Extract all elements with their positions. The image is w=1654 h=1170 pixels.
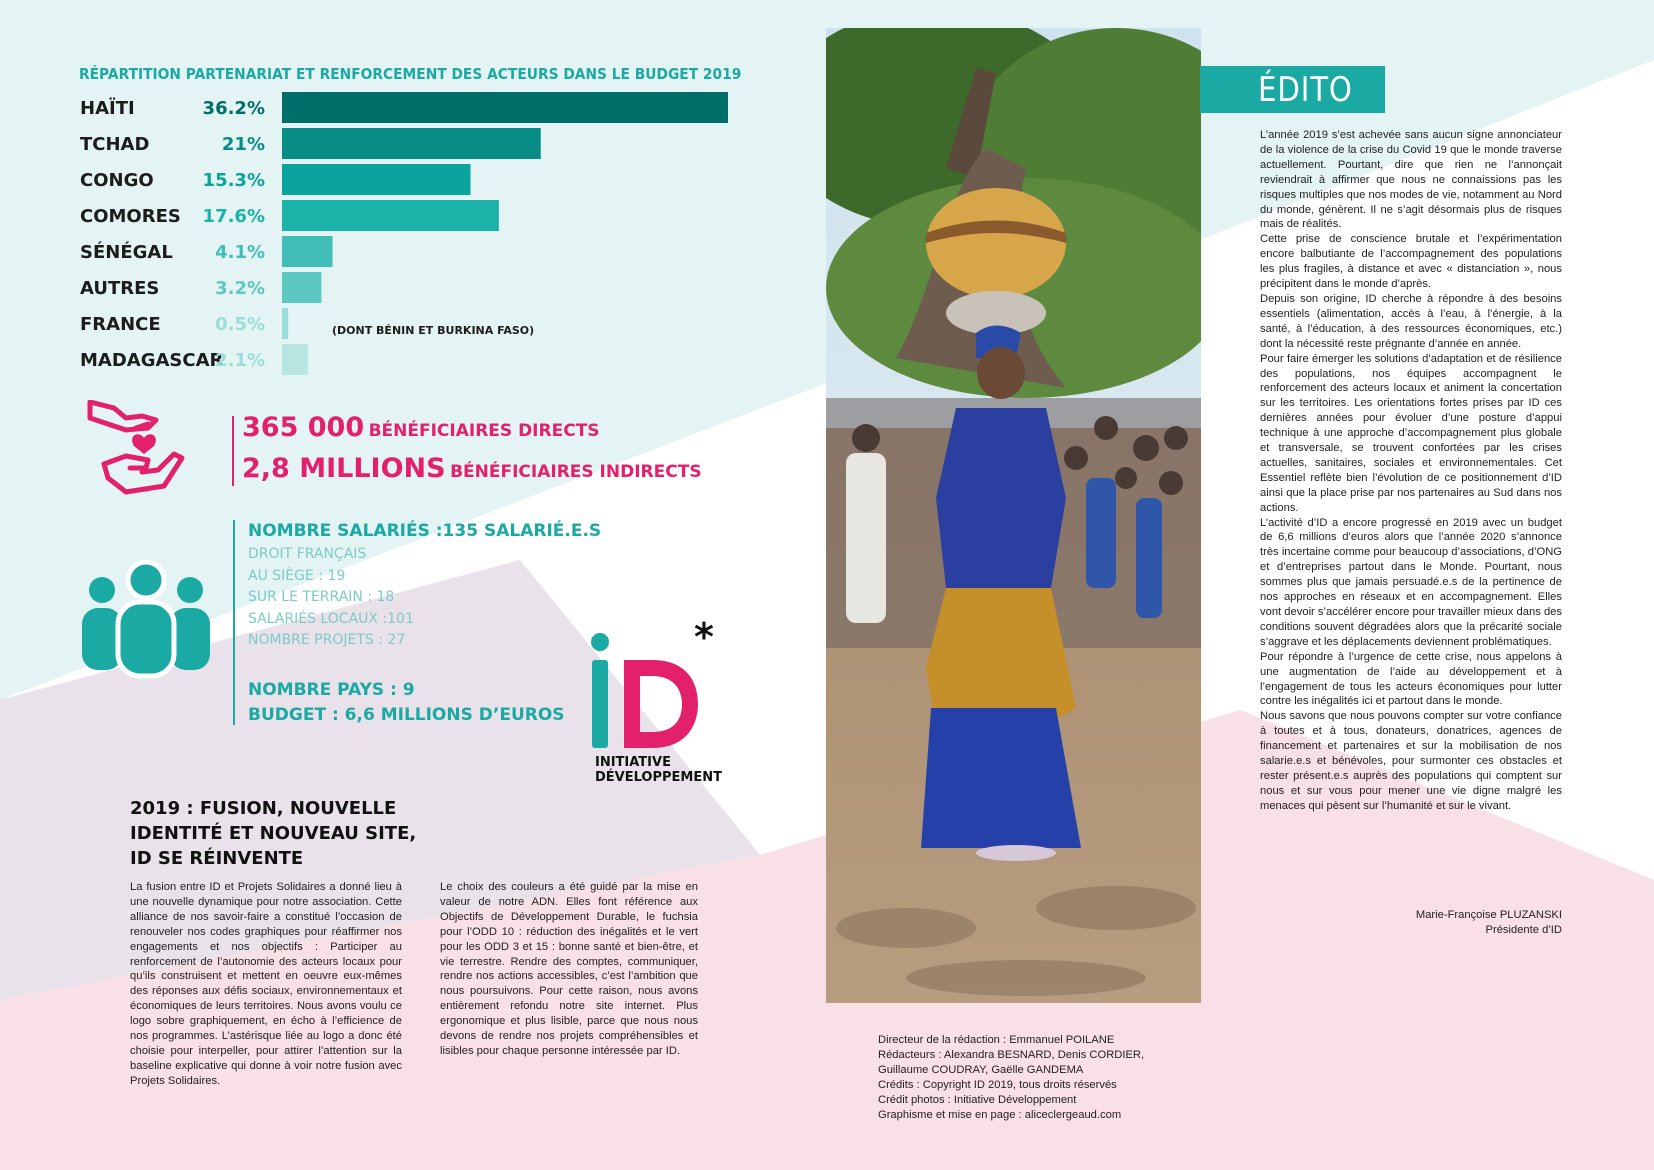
hands-heart-icon [86,400,186,500]
bar-category-label: HAÏTI [80,98,135,119]
edito-paragraph: L’activité d’ID a encore progressé en 2019 avec un budget de 6,6 millions d’euros alors que l’année 2020 s’annonce très incertaine comme pour beaucoup d’associations, d’ONG et d’entreprises partout dans le Monde. Pourtant, nous sommes plus que jamais persuadé.e.s de la pertinence de nos approches en réseaux et en accompagnement. Elles vont devoir s’accélérer encore pour travailler mieux dans des conditions souvent dégradées alors que la précarité sociale s’aggrave et les déplacements deviennent problématiques. [1260,516,1562,648]
bar-value-label: 21% [221,134,265,155]
bar-value-label: 2.1% [215,350,265,371]
fusion-text-column-2: Le choix des couleurs a été guidé par la mise en valeur de notre ADN. Elles font référence aux Objectifs de Développement Durable, le fuchsia pour l’ODD 10 : réduction des inégalités et le vert pour les ODD 3 et 15 : bonne santé et bien-être, et vie terrestre. Rendre des comptes, communiquer, rendre nos actions accessibles, c’est l’ambition que nous poursuivons. Pour cette raison, nous avons entièrement refondu notre site internet. Plus ergonomique et plus lisible, parce que nous nous devons de rendre nos projets compréhensibles et lisibles pour chaque personne intéressée par ID. [440,881,698,1057]
credit-line: Guillaume COUDRAY, Gaëlle GANDEMA [878,1064,1084,1076]
edito-text [1260,128,1562,814]
direct-label: BÉNÉFICIAIRES DIRECTS [368,421,600,441]
bar-category-label: FRANCE [80,314,161,335]
signature-role: Présidente d’ID [1485,924,1562,936]
people-group-icon [80,560,212,680]
staff-divider [233,520,235,725]
bar-value-label: 15.3% [202,170,265,191]
edito-paragraph: Cette prise de conscience brutale et l’expérimentation encore balbutiante de l’accompagnement des populations les plus fragiles, à distance et avec « distanciation », nous précipitent dans le monde d’après. [1260,233,1562,291]
beneficiaries-divider [232,416,234,486]
staff-line: AU SIÈGE : 19 [248,568,346,584]
chart-title: RÉPARTITION PARTENARIAT ET RENFORCEMENT DES ACTEURS DANS LE BUDGET 2019 [79,65,742,83]
bar-value-label: 17.6% [202,206,265,227]
budget-total: BUDGET : 6,6 MILLIONS D’EUROS [248,705,565,725]
edito-paragraph: Nous savons que nous pouvons compter sur votre confiance à toutes et à tous, donateurs, donatrices, agences de financement et partenaires et sur la mobilisation de nos salarie.e.s et bénévoles, pour surmonter ces obstacles et rester présent.e.s auprès des populations qui comptent sur nous et sur vous pour mener une vie digne malgré les menaces qui pèsent sur l’humanité et sur le vivant. [1260,710,1562,812]
countries-count: NOMBRE PAYS : 9 [248,680,415,700]
credit-line: Directeur de la rédaction : Emmanuel POILANE [878,1034,1115,1046]
staff-line: SALARIÉS LOCAUX :101 [248,611,414,627]
bar-value-label: 4.1% [215,242,265,263]
chart-note: (DONT BÉNIN ET BURKINA FASO) [332,324,535,337]
credit-line: Crédit photos : Initiative Développement [878,1094,1077,1106]
bar-category-label: MADAGASCAR [80,350,224,371]
edito-paragraph: Pour répondre à l’urgence de cette crise, nous appelons à une augmentation de l’aide au développement et à l’engagement de tous les acteurs économiques pour lutter contre les inégalités ici et partout dans le monde. [1260,650,1562,708]
bar [282,308,288,339]
bar [282,200,499,231]
edito-paragraph: Pour faire émerger les solutions d’adaptation et de résilience des populations, nos équipes accompagnent le renforcement des acteurs locaux et animent la concertation sur les territoires. Les orientations fortes prises par ID ces dernières années pour évoluer d’une posture d’appui technique à une approche d’accompagnement plus globale et transversale, se trouvent confortées par les crises actuelles, sanitaires, sociales et environnementales. Cet Essentiel reflète bien l’évolution de ce positionnement d’ID ainsi que la place prise par nos partenaires au Sud dans nos actions. [1260,352,1562,514]
bar-value-label: 0.5% [215,314,265,335]
bar-category-label: SÉNÉGAL [80,242,173,263]
direct-number: 365 000 [242,412,365,443]
fusion-title: 2019 : FUSION, NOUVELLE IDENTITÉ ET NOUVEAU SITE, ID SE RÉINVENTE [130,798,417,869]
edito-title: ÉDITO [1258,70,1353,110]
staff-heading: NOMBRE SALARIÉS :135 SALARIÉ.E.S [248,521,602,541]
bar-category-label: COMORES [80,206,181,227]
bar [282,92,728,123]
woman-carrying-basket-photo [826,28,1201,1003]
staff-line: NOMBRE PROJETS : 27 [248,632,406,648]
bar-value-label: 3.2% [215,278,265,299]
credit-line: Crédits : Copyright ID 2019, tous droits réservés [878,1079,1117,1091]
logo-baseline [595,755,722,785]
indirect-beneficiaries [242,453,702,484]
credit-line: Rédacteurs : Alexandra BESNARD, Denis CORDIER, [878,1049,1145,1061]
id-logo [586,620,716,752]
bar [282,344,308,375]
logo-line-1: INITIATIVE [595,755,671,770]
logo-line-2: DÉVELOPPEMENT [595,770,722,785]
edito-signature [1300,908,1562,938]
bar-category-label: CONGO [80,170,154,191]
indirect-number: 2,8 MILLIONS [242,453,446,484]
bar-category-label: AUTRES [80,278,160,299]
indirect-label: BÉNÉFICIAIRES INDIRECTS [450,462,702,482]
credit-line: Graphisme et mise en page : aliceclergeaud.com [878,1109,1122,1121]
bar [282,164,471,195]
signature-name: Marie-Françoise PLUZANSKI [1415,909,1562,921]
direct-beneficiaries [242,412,600,443]
fusion-text-column-1: La fusion entre ID et Projets Solidaires a donné lieu à une nouvelle dynamique pour notre association. Cette alliance de nos savoir-faire a constitué l’occasion de renouveler nos codes graphiques pour réaffirmer nos engagements et nos objectifs : Participer au renforcement de l’autonomie des acteurs locaux pour qu’ils construisent et mettent en oeuvre eux-mêmes des réponses aux défis sociaux, environnementaux et économiques de leurs territoires. Nous avons voulu ce logo sobre graphiquement, en écho à l’efficience de nos programmes. L’astérisque liée au logo a donc été choisie pour interpeller, pour attirer l’attention sur la baseline explicative qui donne à voir notre fusion avec Projets Solidaires. [130,881,402,1087]
svg-text:*: * [694,620,714,659]
bar-value-label: 36.2% [202,98,265,119]
staff-line: DROIT FRANÇAIS [248,546,367,562]
bar [282,236,333,267]
credits [878,1033,1144,1123]
edito-paragraph: L’année 2019 s’est achevée sans aucun signe annonciateur de la violence de la crise du Covid 19 que le monde traverse actuellement. Pourtant, dire que rien ne l’annonçait reviendrait à affirmer que nous ne connaissions pas les risques multiples que nos modes de vie, notamment au Nord du monde, génèrent. Il ne s’agit désormais plus de risques mais de réalités. [1260,129,1562,231]
bar [282,128,541,159]
edito-paragraph: Depuis son origine, ID cherche à répondre à des besoins essentiels (alimentation, accès à l’eau, à l’énergie, à la santé, à l’éducation, à des ressources économiques, etc.) dont la nécessité reste prégnante d’année en année. [1260,292,1562,350]
bar [282,272,321,303]
staff-line: SUR LE TERRAIN : 18 [248,589,395,605]
bar-category-label: TCHAD [80,134,150,155]
